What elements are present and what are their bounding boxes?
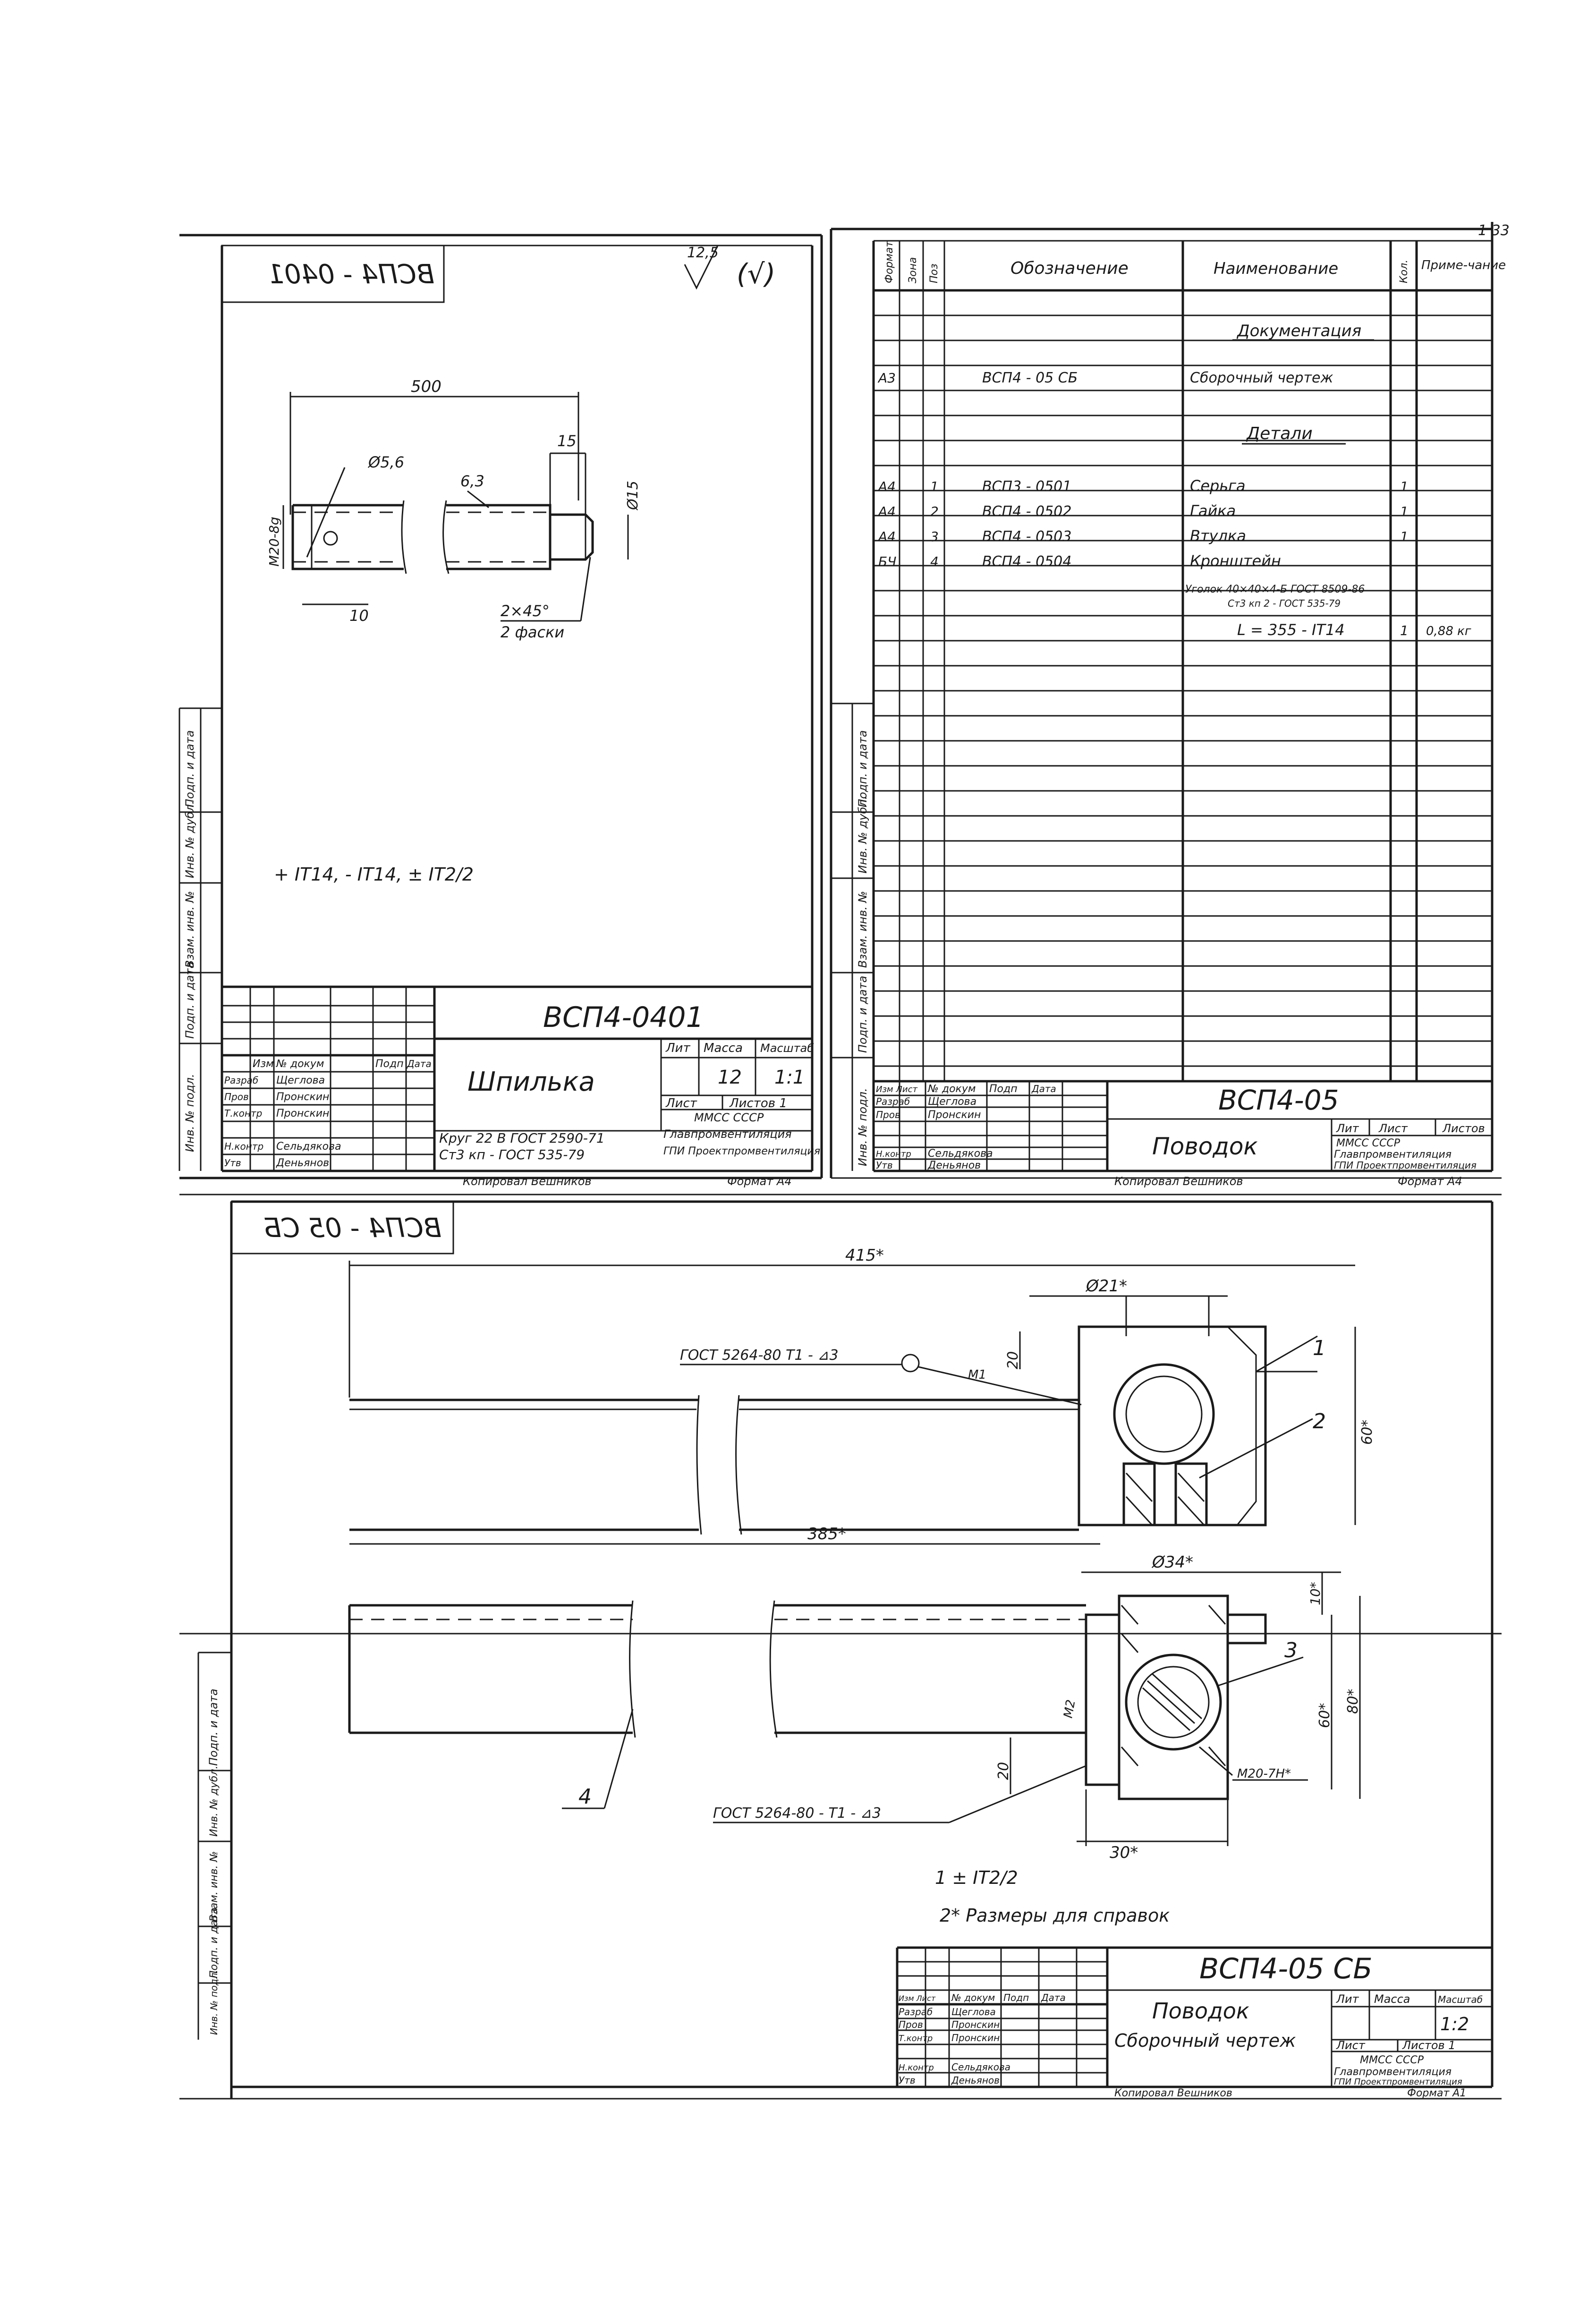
s3-staff-3: Т.контр	[899, 2034, 933, 2043]
dim-10: 10	[349, 607, 369, 625]
s3-staff-3-name: Пронскин	[951, 2032, 1000, 2043]
sheet1-copied-by: Копировал Вешников	[463, 1175, 592, 1188]
sheet3-col-mass: Масса	[1374, 1992, 1410, 2006]
s3-side-3: Взам. инв. №	[208, 1851, 220, 1922]
s2-staff-2: Пров	[876, 1109, 900, 1120]
s2-staff-1-name: Щеглова	[928, 1096, 977, 1108]
row2-format: А4	[878, 504, 896, 519]
s3-staff-1-name: Щеглова	[951, 2006, 996, 2017]
sheet3-title-block	[897, 1948, 1492, 2087]
hdr-format: Формат	[883, 241, 895, 283]
row4-pos: 4	[930, 554, 939, 569]
s2-staff-4: Утв	[876, 1160, 893, 1171]
s3-staff-4: Н.контр	[899, 2063, 934, 2073]
length-qty: 1	[1400, 623, 1409, 638]
page-number: 1 33	[1478, 222, 1510, 239]
s2-side-4: Подп. и дата	[856, 975, 869, 1053]
sheet2-side-strip	[831, 704, 874, 1171]
callout-4: 4	[578, 1785, 592, 1809]
s3-staff-0: Изм Лист	[899, 1994, 936, 2003]
row2-name: Гайка	[1190, 502, 1236, 520]
row2-qty: 1	[1400, 504, 1409, 519]
s3-staff-5: Утв	[899, 2075, 916, 2086]
sheet2-copied-by: Копировал Вешников	[1114, 1175, 1243, 1188]
sheet1-staff-2-name: Пронскин	[276, 1091, 330, 1103]
sheet2-format: Формат А4	[1398, 1175, 1462, 1188]
sheet1-staff-5: Утв	[224, 1157, 241, 1169]
dim-34: Ø34*	[1152, 1553, 1194, 1572]
sheet1-material-2: Ст3 кп - ГОСТ 535-79	[439, 1147, 585, 1162]
hdr-name: Наименование	[1214, 259, 1339, 278]
sheet3-side-strip	[198, 1653, 231, 2040]
sheet3-copied-by: Копировал Вешников	[1114, 2087, 1232, 2099]
s2-staff-4-name: Деньянов	[928, 1160, 981, 1171]
dim-15: 15	[557, 432, 577, 450]
sheet3-scale-value: 1:2	[1440, 2014, 1469, 2034]
s2-staff-3: Н.контр	[876, 1149, 911, 1159]
s2-staff-1: Разраб	[876, 1096, 910, 1107]
dim-hole: Ø5,6	[368, 453, 405, 471]
sheet1-scale-value: 1:1	[774, 1067, 805, 1088]
sheet-2	[831, 222, 1506, 1188]
sheet1-staff-4: Н.контр	[224, 1141, 264, 1152]
s3-staff-4-name: Сельдякова	[951, 2061, 1011, 2073]
sheet1-org-3: ГПИ Проектпромвентиляция	[663, 1145, 821, 1157]
sheet1-title-code: ВСП4-0401	[543, 1001, 704, 1034]
dim-phi15: Ø15	[625, 481, 641, 510]
s3-staff-0-date: Дата	[1041, 1992, 1066, 2003]
weld-bottom: ГОСТ 5264-80 - Т1 - ⊿3	[713, 1805, 881, 1822]
row3-qty: 1	[1400, 529, 1409, 544]
dim-10-star: 10*	[1307, 1582, 1323, 1605]
dim-60a: 60*	[1359, 1419, 1375, 1445]
sheet1-material-1: Круг 22 В ГОСТ 2590-71	[439, 1130, 605, 1146]
s2-side-2: Инв. № дубл.	[856, 796, 869, 873]
sheet-3	[179, 1195, 1502, 2099]
row2-pos: 2	[930, 504, 939, 519]
hdr-pos: Поз	[928, 263, 940, 283]
assembly-top-view	[349, 1246, 1375, 1544]
sheet1-staff-5-name: Деньянов	[276, 1157, 330, 1169]
roughness-extra: (√)	[737, 258, 776, 290]
side-label-3: Взам. инв. №	[183, 891, 196, 968]
s3-staff-0-sign: Подп	[1003, 1992, 1029, 2003]
row0-name: Сборочный чертеж	[1190, 370, 1333, 386]
weld-top: ГОСТ 5264-80 Т1 - ⊿3	[680, 1347, 839, 1364]
sheet3-title-code: ВСП4-05 СБ	[1199, 1952, 1373, 1985]
s3-side-1: Подп. и дата	[207, 1688, 220, 1766]
hdr-qty: Кол.	[1398, 259, 1410, 283]
stud-drawing	[266, 377, 641, 641]
sheet2-title-block	[874, 1081, 1492, 1171]
sheet3-org-2: Главпромвентиляция	[1334, 2066, 1452, 2078]
sheet1-sheets-label: Листов 1	[730, 1096, 787, 1110]
callout-2: 2	[1313, 1409, 1326, 1433]
sheet1-mirrored-code: ВСП4 - 0401	[267, 259, 434, 290]
s3-staff-2: Пров	[899, 2019, 923, 2030]
section-docs: Документация	[1237, 322, 1362, 340]
side-label-2: Инв. № дубл.	[183, 800, 196, 878]
row4-format: БЧ	[878, 554, 897, 569]
sheet3-org-1: ММСС СССР	[1360, 2054, 1424, 2066]
s2-staff-2-name: Пронскин	[928, 1109, 981, 1121]
row0-format: А3	[878, 370, 896, 386]
row1-pos: 1	[930, 479, 939, 494]
dim-21: Ø21*	[1086, 1277, 1128, 1296]
length-note: 0,88 кг	[1426, 624, 1471, 638]
s2-staff-0: Изм Лист	[876, 1085, 917, 1094]
sheet2-col-sheet: Лист	[1379, 1122, 1408, 1135]
callout-1: 1	[1313, 1336, 1326, 1360]
row4-name: Кронштейн	[1190, 552, 1281, 570]
sheet1-staff-2: Пров	[224, 1091, 249, 1102]
side-label-1: Подп. и дата	[183, 730, 196, 807]
s2-staff-0-date: Дата	[1032, 1083, 1056, 1094]
section-parts: Детали	[1247, 424, 1313, 443]
s3-staff-1: Разраб	[899, 2006, 933, 2017]
s2-staff-0-sign: Подп	[989, 1083, 1018, 1095]
sheet3-org-3: ГПИ Проектпромвентиляция	[1334, 2077, 1462, 2087]
dim-415: 415*	[845, 1246, 884, 1265]
sheet3-col-lit: Лит	[1336, 1992, 1359, 2006]
sheet1-part-name: Шпилька	[467, 1067, 595, 1097]
sheet1-staff-3: Т.контр	[224, 1108, 263, 1119]
dim-500: 500	[411, 377, 441, 396]
callout-3: 3	[1284, 1638, 1298, 1662]
note-2: 2* Размеры для справок	[940, 1905, 1170, 1926]
dim-20b: 20	[995, 1762, 1012, 1780]
s2-staff-3-name: Сельдякова	[928, 1148, 993, 1160]
s3-staff-0-name: № докум	[951, 1992, 995, 2003]
row3-name: Втулка	[1190, 527, 1246, 545]
sheet2-col-lit: Лит	[1336, 1122, 1359, 1135]
sheet1-side-strip	[179, 708, 222, 1171]
s3-side-4: Подп. и дата	[208, 1907, 220, 1978]
sheet2-col-sheets: Листов	[1443, 1122, 1485, 1135]
sheet1-staff-1: Разраб	[224, 1075, 259, 1086]
side-label-4: Подп. и дата	[183, 961, 196, 1039]
dim-385: 385*	[807, 1525, 846, 1543]
sheet1-org-1: ММСС СССР	[694, 1111, 764, 1124]
sheet2-part-name: Поводок	[1152, 1133, 1258, 1160]
row2-designation: ВСП4 - 0502	[982, 503, 1072, 520]
side-label-5: Инв. № подл.	[183, 1074, 196, 1152]
angle-line-2: Ст3 кп 2 - ГОСТ 535-79	[1228, 598, 1341, 609]
roughness-value: 12,5	[687, 245, 719, 261]
note-1: 1 ± IT2/2	[935, 1867, 1018, 1888]
angle-line-1: Уголок 40×40×4-Б ГОСТ 8509-86	[1185, 584, 1365, 595]
row3-format: А4	[878, 529, 896, 544]
dim-63: 6,3	[460, 472, 484, 490]
s3-staff-2-name: Пронскин	[951, 2019, 1000, 2030]
s2-staff-0-name: № докум	[928, 1083, 976, 1095]
sheet1-org-2: Главпромвентиляция	[663, 1127, 792, 1141]
s3-side-2: Инв. № дубл.	[208, 1765, 220, 1837]
sheet1-title-block	[222, 987, 820, 1171]
sheet3-sheets-label: Листов 1	[1402, 2039, 1456, 2052]
sheet1-col-lit: Лит	[666, 1041, 690, 1055]
m1-label: M1	[968, 1368, 986, 1382]
hdr-note: Приме-чание	[1421, 258, 1506, 272]
sheet1-staff-0-name: № докум	[276, 1058, 324, 1070]
s2-side-1: Подп. и дата	[856, 730, 869, 807]
sheet1-col-scale: Масштаб	[760, 1042, 815, 1055]
dim-chamfer-note: 2 фаски	[501, 623, 565, 641]
sheet1-staff-1-name: Щеглова	[276, 1075, 325, 1086]
assembly-bottom-view	[349, 1553, 1361, 1862]
row3-pos: 3	[930, 529, 939, 544]
sheet1-staff-3-name: Пронскин	[276, 1108, 330, 1119]
dim-80: 80*	[1345, 1688, 1361, 1714]
tolerance-note: + IT14, - IT14, ± IT2/2	[274, 864, 474, 885]
s3-side-5: Инв. № подл.	[208, 1970, 220, 2035]
row1-qty: 1	[1400, 479, 1409, 494]
hdr-designation: Обозначение	[1010, 259, 1129, 278]
length-line: L = 355 - IT14	[1237, 621, 1345, 639]
sheet1-staff-0: Изм	[253, 1058, 274, 1070]
sheet1-staff-4-name: Сельдякова	[276, 1141, 341, 1153]
dim-chamfer: 2×45°	[501, 602, 550, 620]
sheet3-sheet-label: Лист	[1336, 2039, 1365, 2052]
sheet2-org-1: ММСС СССР	[1336, 1137, 1401, 1149]
thread-label: М20-7Н*	[1237, 1767, 1291, 1781]
s3-staff-5-name: Деньянов	[951, 2075, 1000, 2086]
row1-name: Серьга	[1190, 477, 1246, 495]
hdr-zone: Зона	[907, 257, 919, 283]
s2-side-3: Взам. инв. №	[856, 891, 869, 968]
sheet1-format: Формат А4	[727, 1175, 792, 1188]
sheet3-doc-type: Сборочный чертеж	[1114, 2030, 1296, 2051]
sheet2-title-code: ВСП4-05	[1218, 1084, 1339, 1116]
row1-format: А4	[878, 479, 896, 494]
row0-designation: ВСП4 - 05 СБ	[982, 370, 1078, 386]
sheet3-mirrored-code: ВСП4 - 05 СБ	[263, 1213, 441, 1244]
row3-designation: ВСП4 - 0503	[982, 528, 1072, 545]
sheet2-org-2: Главпромвентиляция	[1334, 1149, 1452, 1161]
sheet1-staff-0-sign: Подп	[375, 1058, 404, 1070]
s2-side-5: Инв. № подл.	[856, 1088, 869, 1166]
sheet1-sheet-label: Лист	[666, 1096, 697, 1110]
sheet1-staff-0-date: Дата	[407, 1058, 432, 1069]
dim-30: 30*	[1110, 1843, 1138, 1862]
row1-designation: ВСП3 - 0501	[982, 478, 1072, 495]
sheet1-col-mass: Масса	[704, 1041, 743, 1055]
sheet3-format: Формат А1	[1407, 2087, 1467, 2099]
sheet3-part-name: Поводок	[1152, 1998, 1249, 2024]
m2-label: M2	[1061, 1698, 1078, 1720]
dim-20a: 20	[1005, 1351, 1021, 1369]
sheet1-mass-value: 12	[718, 1067, 742, 1088]
dim-60b: 60*	[1316, 1703, 1333, 1728]
sheet2-org-3: ГПИ Проектпромвентиляция	[1334, 1160, 1477, 1171]
sheet3-col-scale: Масштаб	[1438, 1994, 1483, 2005]
row4-designation: ВСП4 - 0504	[982, 553, 1072, 570]
sheet-1	[179, 235, 822, 1188]
dim-m: М20-8g	[266, 517, 282, 567]
